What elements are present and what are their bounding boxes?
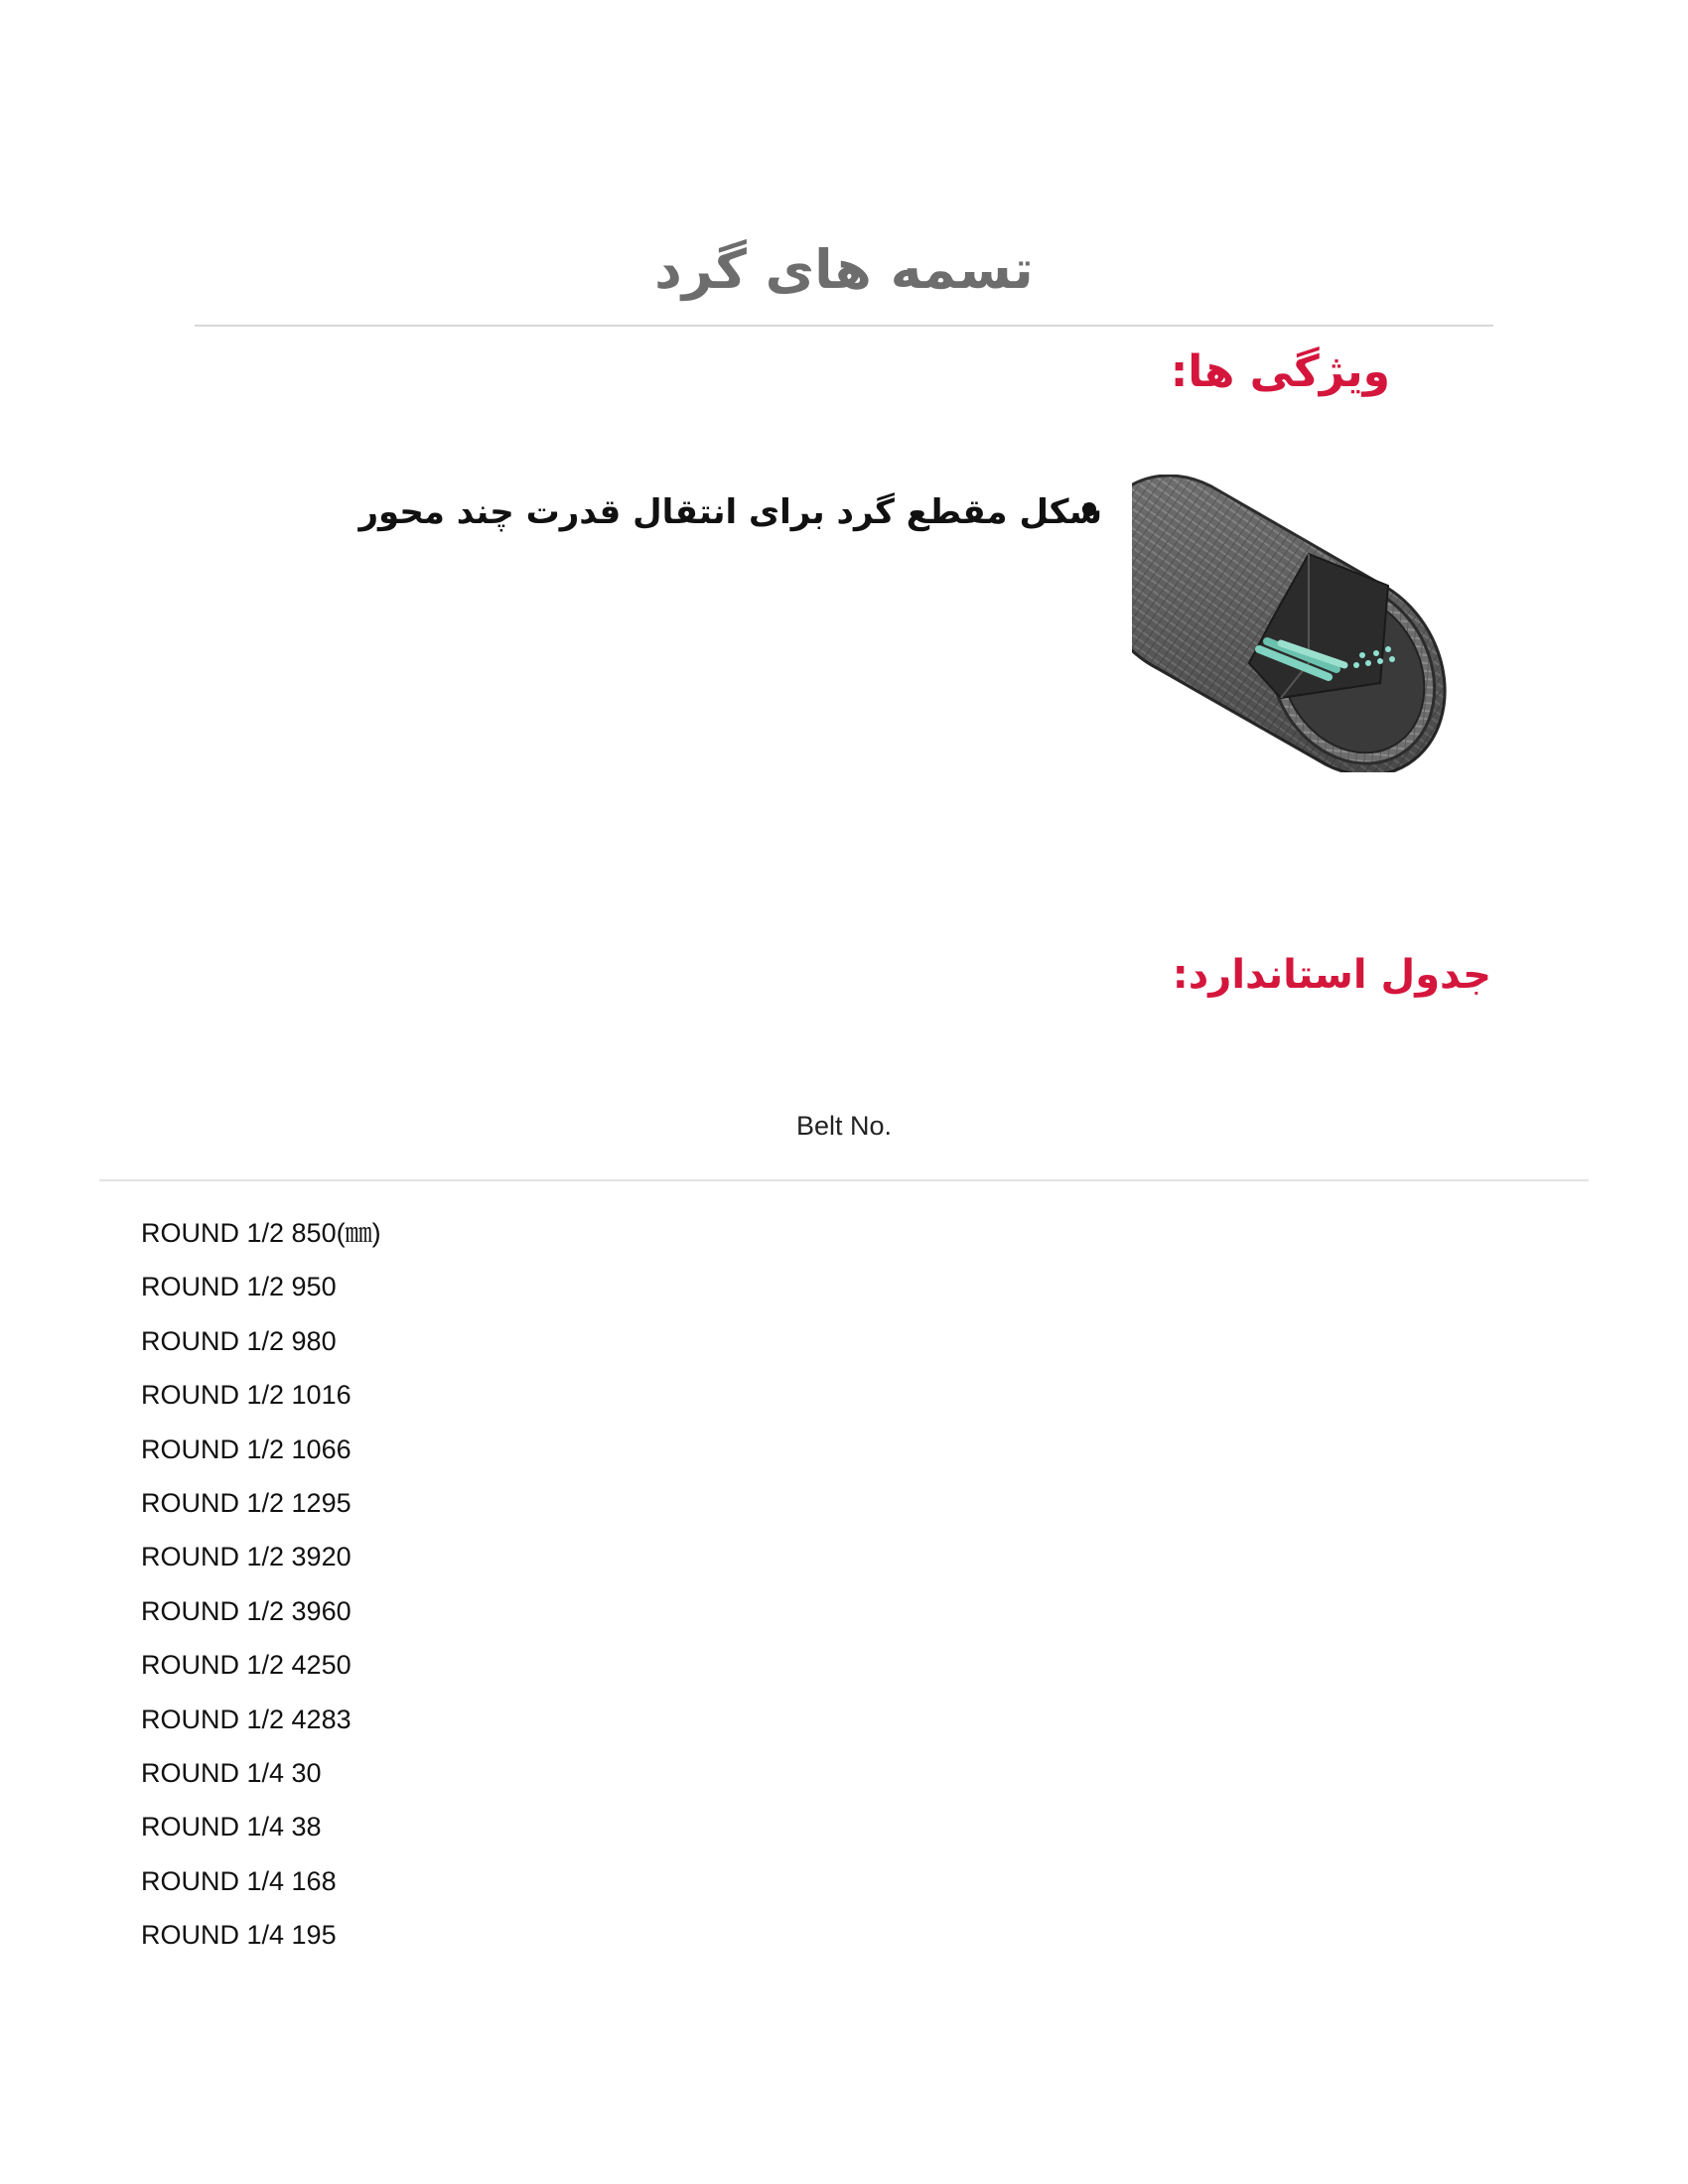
round-belt-cross-section-icon xyxy=(1132,475,1470,772)
table-row: ROUND 1/2 1295 xyxy=(141,1487,352,1518)
table-row: ROUND 1/4 168 xyxy=(141,1865,337,1896)
page-title: تسمه های گرد xyxy=(654,238,1034,301)
table-row: ROUND 1/2 1066 xyxy=(141,1433,352,1464)
table-row: ROUND 1/4 38 xyxy=(141,1812,322,1843)
table-row: ROUND 1/2 980 xyxy=(141,1325,337,1356)
table-row: ROUND 1/2 850(㎜) xyxy=(141,1218,381,1248)
table-row: ROUND 1/4 30 xyxy=(141,1757,322,1788)
feature-item: شکل مقطع گرد برای انتقال قدرت چند محور xyxy=(358,492,1102,532)
belt-number-list xyxy=(141,1213,381,1969)
features-heading: ویژگی ها: xyxy=(1170,346,1390,397)
table-row: ROUND 1/2 3960 xyxy=(141,1595,352,1626)
header-divider xyxy=(99,1179,1589,1181)
table-row: ROUND 1/2 4250 xyxy=(141,1650,352,1681)
table-row: ROUND 1/4 195 xyxy=(141,1920,337,1951)
table-row: ROUND 1/2 1016 xyxy=(141,1380,352,1411)
standard-table-heading: جدول استاندارد: xyxy=(1172,952,1491,998)
table-row: ROUND 1/2 3920 xyxy=(141,1542,352,1572)
title-divider xyxy=(195,325,1493,327)
table-row: ROUND 1/2 950 xyxy=(141,1272,337,1302)
table-row: ROUND 1/2 4283 xyxy=(141,1704,352,1734)
belt-number-column-header: Belt No. xyxy=(795,1111,893,1141)
